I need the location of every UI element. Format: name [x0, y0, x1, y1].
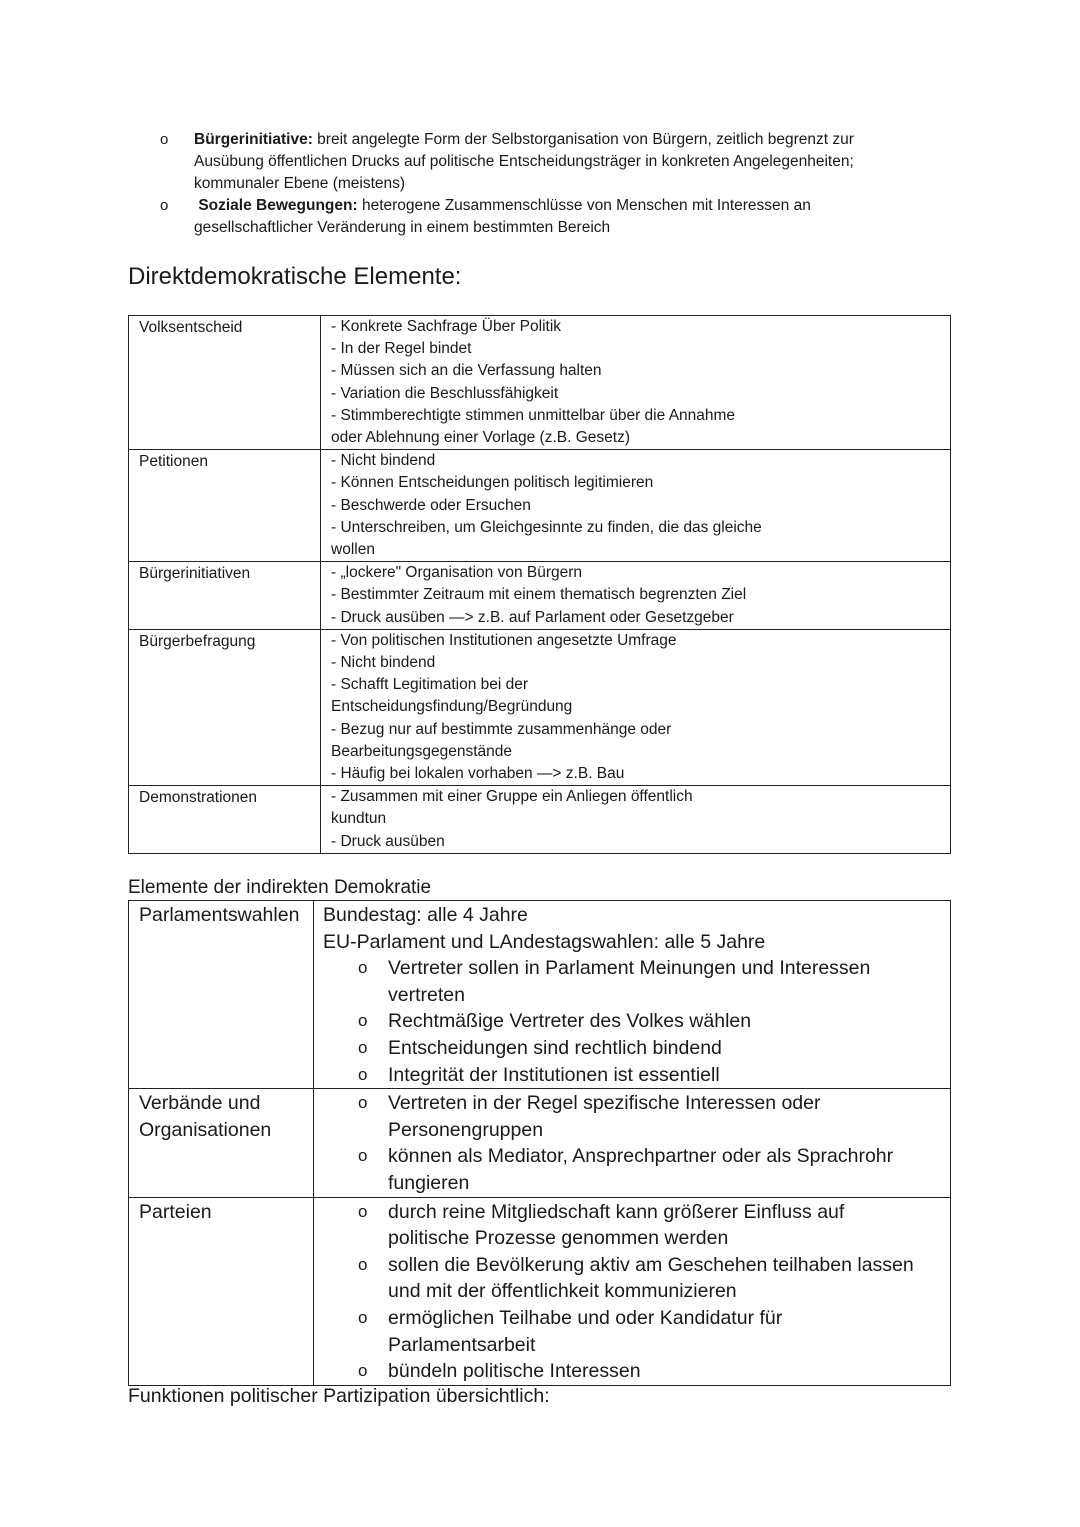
row-content — [321, 562, 951, 630]
indirect-democracy-table — [128, 900, 951, 1386]
table-row — [129, 1089, 951, 1197]
list-item — [323, 1305, 950, 1358]
content-line: Vertreten in der Regel spezifische Interessen oder — [388, 1092, 821, 1115]
content-line: - Müssen sich an die Verfassung halten — [331, 362, 602, 380]
table-row — [129, 901, 951, 1089]
content-line: - Schafft Legitimation bei der — [331, 676, 529, 694]
content-line: Parlamentsarbeit — [388, 1333, 536, 1356]
term-label: Bürgerinitiative: — [194, 131, 313, 148]
list-item — [323, 1252, 950, 1305]
top-bullet-list — [150, 129, 930, 239]
bullet-circle-icon: o — [358, 1254, 368, 1274]
table-row — [129, 450, 951, 562]
row-label-line: Parteien — [139, 1200, 212, 1223]
content-line: und mit der öffentlichkeit kommunizieren — [388, 1280, 737, 1303]
row-label-line: Parlamentswahlen — [139, 904, 300, 926]
list-item — [323, 1090, 950, 1143]
row-label: Volksentscheid — [129, 316, 321, 450]
content-line: können als Mediator, Ansprechpartner oder als Sprachrohr — [388, 1145, 894, 1168]
bullet-circle-icon: o — [358, 1146, 368, 1166]
row-content — [321, 629, 951, 785]
definition-text: gesellschaftlicher Veränderung in einem bestimmten Bereich — [194, 219, 611, 236]
row-label-line: Organisationen — [139, 1118, 272, 1141]
definition-text: kommunaler Ebene (meistens) — [194, 175, 406, 192]
definition-text: Ausübung öffentlichen Drucks auf politische Entscheidungsträger in konkreten Angelegenheiten; — [194, 153, 854, 170]
row-label: Bürgerinitiativen — [129, 562, 321, 630]
bullet-circle-icon: o — [358, 1011, 368, 1031]
list-item — [150, 129, 930, 195]
content-line: - „lockere" Organisation von Bürgern — [331, 564, 583, 582]
bullet-circle-icon: o — [358, 958, 368, 978]
content-line: EU-Parlament und LAndestagswahlen: alle 5 Jahre — [323, 930, 766, 953]
bullet-circle-icon: o — [358, 1093, 368, 1113]
content-line: Bundestag: alle 4 Jahre — [323, 904, 528, 926]
row-content — [314, 1089, 951, 1197]
content-line: - Nicht bindend — [331, 654, 436, 672]
bullet-circle-icon: o — [358, 1361, 368, 1381]
bullet-circle-icon: o — [358, 1064, 368, 1084]
content-line: - In der Regel bindet — [331, 340, 472, 358]
content-line: wollen — [331, 541, 375, 559]
row-label — [129, 1089, 314, 1197]
row-label: Petitionen — [129, 450, 321, 562]
row-label — [129, 1197, 314, 1385]
content-line: ermöglichen Teilhabe und oder Kandidatur für — [388, 1306, 783, 1329]
list-item — [323, 1008, 950, 1035]
direct-democracy-table — [128, 315, 951, 854]
section-heading-direct: Direktdemokratische Elemente: — [128, 263, 462, 290]
content-line: Entscheidungen sind rechtlich bindend — [388, 1036, 722, 1059]
content-line: Entscheidungsfindung/Begründung — [331, 698, 573, 716]
content-line: - Variation die Beschlussfähigkeit — [331, 384, 559, 402]
list-item — [323, 1062, 950, 1089]
content-line: fungieren — [388, 1171, 470, 1194]
list-item — [323, 1035, 950, 1062]
bullet-circle-icon: o — [358, 1307, 368, 1327]
content-line: Vertreter sollen in Parlament Meinungen und Interessen — [388, 957, 871, 980]
content-line: - Druck ausüben —> z.B. auf Parlament oder Gesetzgeber — [331, 608, 734, 626]
row-label — [129, 901, 314, 1089]
content-line: oder Ablehnung einer Vorlage (z.B. Gesetz) — [331, 429, 630, 447]
content-line: vertreten — [388, 983, 465, 1006]
table-row — [129, 786, 951, 854]
row-label: Demonstrationen — [129, 786, 321, 854]
table-row — [129, 562, 951, 630]
content-line: sollen die Bevölkerung aktiv am Geschehen teilhaben lassen — [388, 1253, 914, 1276]
content-line: politische Prozesse genommen werden — [388, 1227, 729, 1250]
row-content — [314, 1197, 951, 1385]
content-line: - Unterschreiben, um Gleichgesinnte zu finden, die das gleiche — [331, 518, 762, 536]
definition-text: breit angelegte Form der Selbstorganisation von Bürgern, zeitlich begrenzt zur — [312, 131, 854, 148]
table-row — [129, 629, 951, 785]
content-line: durch reine Mitgliedschaft kann größerer Einfluss auf — [388, 1200, 845, 1223]
bullet-circle-icon: o — [160, 197, 169, 214]
table-row — [129, 316, 951, 450]
content-line: - Häufig bei lokalen vorhaben —> z.B. Bau — [331, 765, 625, 783]
content-line: Rechtmäßige Vertreter des Volkes wählen — [388, 1010, 752, 1033]
list-item — [150, 195, 930, 239]
term-label: Soziale Bewegungen: — [198, 197, 358, 214]
list-item — [323, 1199, 950, 1252]
content-line: kundtun — [331, 810, 387, 828]
definition-text: heterogene Zusammenschlüsse von Menschen mit Interessen an — [357, 197, 811, 214]
list-item — [323, 955, 950, 1008]
row-content — [321, 786, 951, 854]
content-line: - Druck ausüben — [331, 832, 445, 850]
content-line: - Bezug nur auf bestimmte zusammenhänge oder — [331, 720, 672, 738]
content-line: - Von politischen Institutionen angesetzte Umfrage — [331, 631, 677, 649]
table-row — [129, 1197, 951, 1385]
row-content — [321, 316, 951, 450]
section-heading-functions: Funktionen politischer Partizipation übersichtlich: — [128, 1385, 550, 1407]
content-line: - Konkrete Sachfrage Über Politik — [331, 318, 562, 335]
content-line: - Nicht bindend — [331, 452, 436, 470]
content-line: - Zusammen mit einer Gruppe ein Anliegen öffentlich — [331, 788, 693, 806]
section-heading-indirect: Elemente der indirekten Demokratie — [128, 877, 432, 898]
list-item — [323, 1143, 950, 1196]
content-line: bündeln politische Interessen — [388, 1360, 641, 1383]
content-line: Personengruppen — [388, 1118, 544, 1141]
row-label-line: Verbände und — [139, 1092, 261, 1115]
row-label: Bürgerbefragung — [129, 629, 321, 785]
row-content — [314, 901, 951, 1089]
bullet-circle-icon: o — [358, 1201, 368, 1221]
content-line: Integrität der Institutionen ist essentiell — [388, 1063, 720, 1086]
bullet-circle-icon: o — [358, 1037, 368, 1057]
content-line: - Können Entscheidungen politisch legitimieren — [331, 474, 654, 492]
row-content — [321, 450, 951, 562]
content-line: - Bestimmter Zeitraum mit einem thematisch begrenzten Ziel — [331, 586, 747, 604]
content-line: - Stimmberechtigte stimmen unmittelbar über die Annahme — [331, 406, 736, 424]
list-item — [323, 1358, 950, 1385]
content-line: - Beschwerde oder Ersuchen — [331, 496, 531, 514]
bullet-circle-icon: o — [160, 131, 169, 148]
content-line: Bearbeitungsgegenstände — [331, 742, 512, 760]
